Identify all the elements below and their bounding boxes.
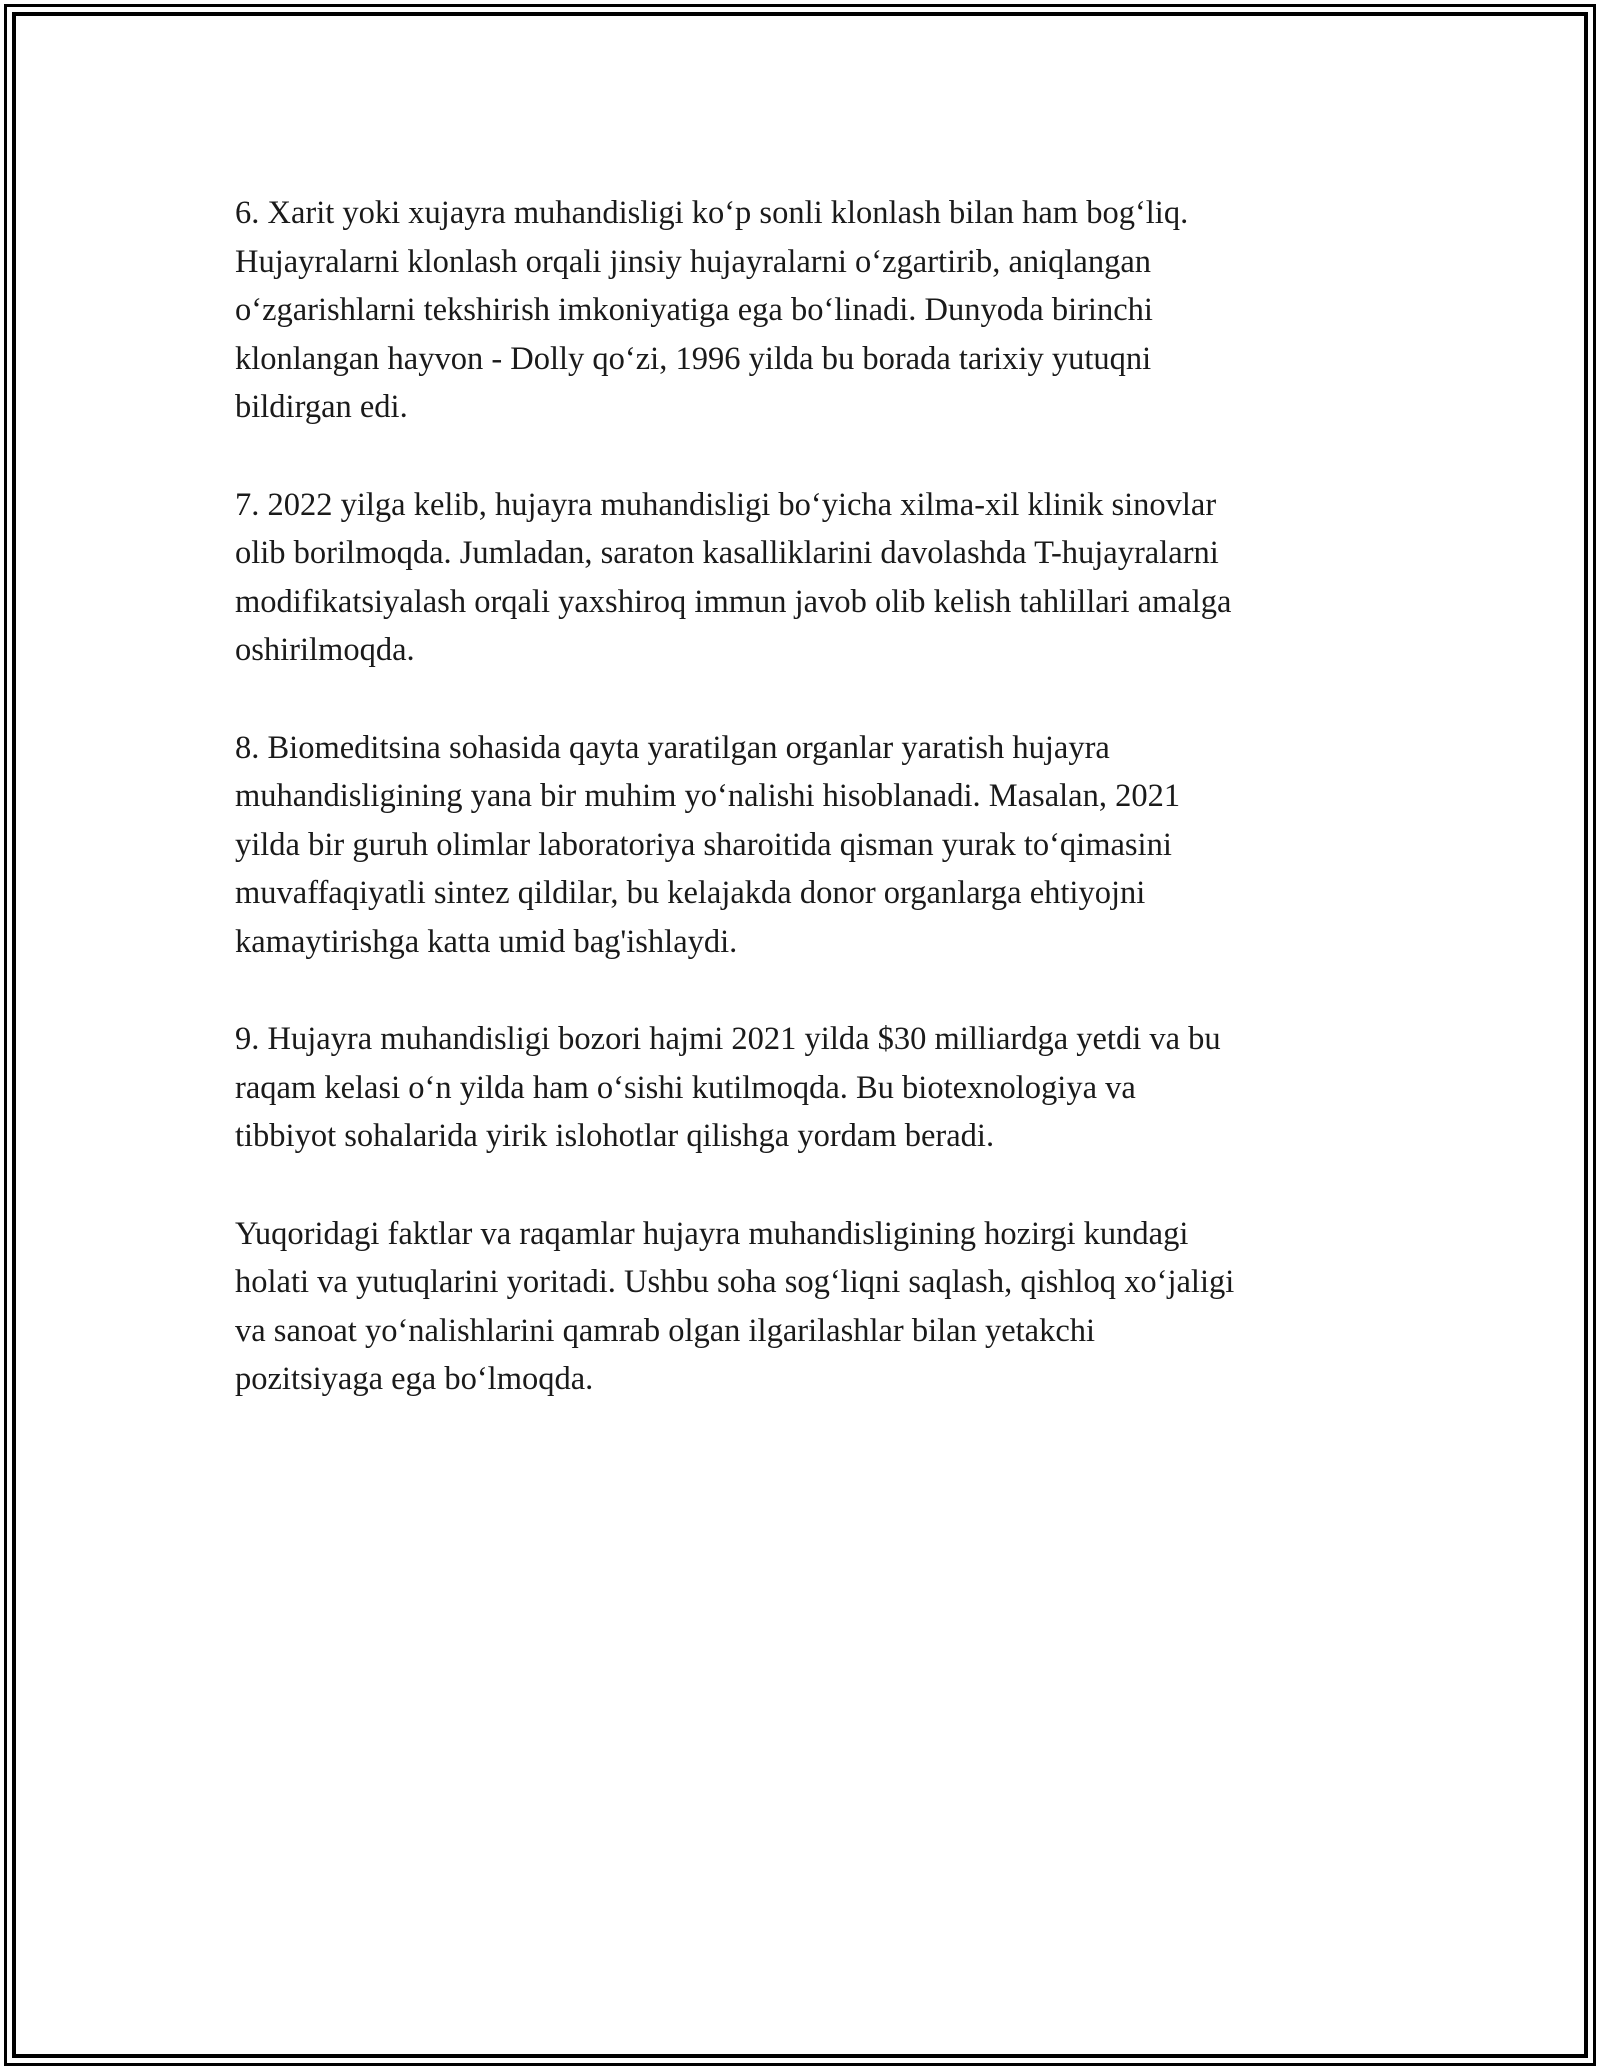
text-line: 7. 2022 yilga kelib, hujayra muhandisligi bo‘yicha xilma-xil klinik sinovlar [235, 486, 1217, 523]
text-line: muhandisligining yana bir muhim yo‘nalishi hisoblanadi. Masalan, 2021 [235, 778, 1181, 814]
text-line: kamaytirishga katta umid bag'ishlaydi. [235, 923, 738, 960]
text-line: muvaffaqiyatli sintez qildilar, bu kelajakda donor organlarga ehtiyojni [235, 875, 1146, 911]
text-line: Yuqoridagi faktlar va raqamlar hujayra muhandisligining hozirgi kundagi [235, 1215, 1189, 1252]
text-line: holati va yutuqlarini yoritadi. Ushbu soha sog‘liqni saqlash, qishloq xo‘jaligi [235, 1264, 1235, 1300]
text-line: Hujayralarni klonlash orqali jinsiy hujayralarni o‘zgartirib, aniqlangan [235, 243, 1152, 280]
paragraph-conclusion [235, 1210, 1375, 1404]
text-line: klonlangan hayvon - Dolly qo‘zi, 1996 yilda bu borada tarixiy yutuqni [235, 340, 1152, 377]
text-line: va sanoat yo‘nalishlarini qamrab olgan ilgarilashlar bilan yetakchi [235, 1312, 1096, 1349]
text-line: o‘zgarishlarni tekshirish imkoniyatiga ega bo‘linadi. Dunyoda birinchi [235, 292, 1153, 328]
text-line: 9. Hujayra muhandisligi bozori hajmi 2021 yilda $30 milliardga yetdi va bu [235, 1021, 1221, 1057]
text-line: 6. Xarit yoki xujayra muhandisligi ko‘p sonli klonlash bilan ham bog‘liq. [235, 195, 1189, 231]
text-line: pozitsiyaga ega bo‘lmoqda. [235, 1361, 594, 1397]
document-body [235, 189, 1375, 1453]
paragraph-8 [235, 724, 1375, 967]
text-line: oshirilmoqda. [235, 632, 415, 668]
text-line: tibbiyot sohalarida yirik islohotlar qilishga yordam beradi. [235, 1118, 995, 1154]
paragraph-6 [235, 189, 1375, 432]
text-line: bildirgan edi. [235, 389, 408, 425]
text-line: yilda bir guruh olimlar laboratoriya sharoitida qisman yurak to‘qimasini [235, 826, 1172, 863]
text-line: olib borilmoqda. Jumladan, saraton kasalliklarini davolashda T-hujayralarni [235, 535, 1219, 571]
text-line: modifikatsiyalash orqali yaxshiroq immun javob olib kelish tahlillari amalga [235, 583, 1232, 620]
paragraph-7 [235, 481, 1375, 675]
paragraph-9 [235, 1015, 1375, 1161]
text-line: 8. Biomeditsina sohasida qayta yaratilgan organlar yaratish hujayra [235, 729, 1110, 766]
text-line: raqam kelasi o‘n yilda ham o‘sishi kutilmoqda. Bu biotexnologiya va [235, 1069, 1136, 1106]
